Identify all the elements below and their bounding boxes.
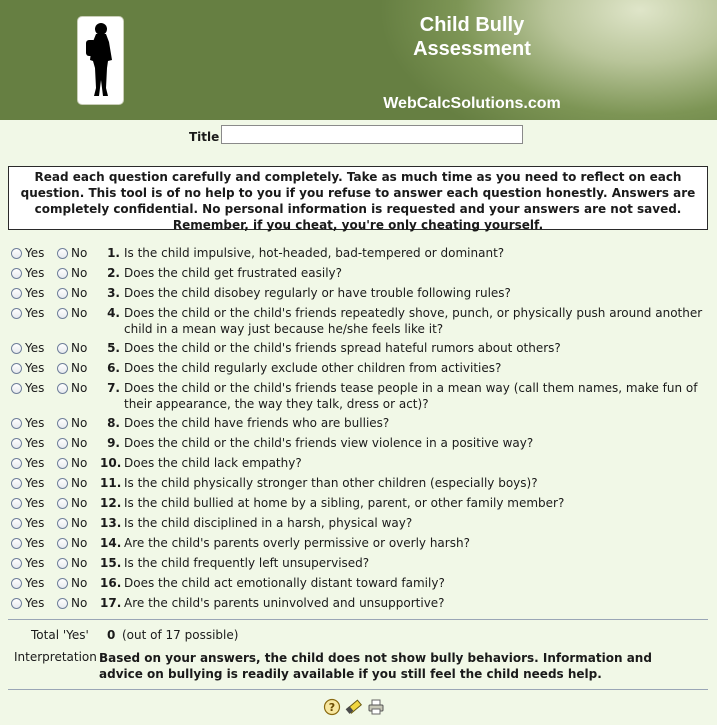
header-banner [0, 0, 717, 120]
no-label: No [71, 556, 88, 570]
question-text: Is the child physically stronger than other children (especially boys)? [124, 476, 538, 490]
yes-radio[interactable] [11, 418, 22, 429]
yes-radio[interactable] [11, 558, 22, 569]
yes-option[interactable] [11, 555, 44, 571]
yes-radio[interactable] [11, 248, 22, 259]
no-label: No [71, 381, 88, 395]
yes-label: Yes [25, 456, 45, 470]
toolbar [323, 698, 385, 716]
yes-radio[interactable] [11, 578, 22, 589]
yes-radio[interactable] [11, 458, 22, 469]
yes-radio[interactable] [11, 598, 22, 609]
yes-label: Yes [25, 596, 45, 610]
yes-option[interactable] [11, 435, 44, 451]
no-option[interactable] [57, 305, 87, 321]
no-radio[interactable] [57, 288, 68, 299]
question-text: Is the child impulsive, hot-headed, bad-tempered or dominant? [124, 246, 505, 260]
no-radio[interactable] [57, 458, 68, 469]
no-option[interactable] [57, 360, 87, 376]
no-radio[interactable] [57, 363, 68, 374]
yes-label: Yes [25, 246, 45, 260]
yes-option[interactable] [11, 455, 44, 471]
no-label: No [71, 361, 88, 375]
no-radio[interactable] [57, 343, 68, 354]
app-title-line1: Child Bully [419, 14, 525, 36]
yes-radio[interactable] [11, 383, 22, 394]
yes-label: Yes [25, 556, 45, 570]
question-number: 4. [107, 306, 120, 320]
question-number: 6. [107, 361, 120, 375]
yes-option[interactable] [11, 595, 44, 611]
question-text: Does the child have friends who are bullies? [124, 416, 390, 430]
yes-option[interactable] [11, 360, 44, 376]
question-number: 10. [100, 456, 122, 470]
no-option[interactable] [57, 555, 87, 571]
yes-option[interactable] [11, 285, 44, 301]
question-text: Does the child or the child's friends tease people in a mean way (call them names, make fun of their appearance, the way they talk, dress or act)? [124, 381, 698, 411]
no-option[interactable] [57, 475, 87, 491]
question-text: Does the child get frustrated easily? [124, 266, 343, 280]
divider [8, 689, 708, 690]
no-label: No [71, 246, 88, 260]
yes-radio[interactable] [11, 518, 22, 529]
no-radio[interactable] [57, 438, 68, 449]
yes-label: Yes [25, 416, 45, 430]
no-label: No [71, 476, 88, 490]
total-yes-label: Total 'Yes' [31, 628, 89, 642]
yes-option[interactable] [11, 415, 44, 431]
yes-radio[interactable] [11, 538, 22, 549]
yes-radio[interactable] [11, 308, 22, 319]
yes-option[interactable] [11, 340, 44, 356]
yes-option[interactable] [11, 305, 44, 321]
no-option[interactable] [57, 455, 87, 471]
yes-label: Yes [25, 266, 45, 280]
yes-radio[interactable] [11, 343, 22, 354]
yes-radio[interactable] [11, 438, 22, 449]
total-yes-note: (out of 17 possible) [122, 628, 239, 642]
no-label: No [71, 416, 88, 430]
question-text: Are the child's parents overly permissive or overly harsh? [124, 536, 470, 550]
no-label: No [71, 456, 88, 470]
no-radio[interactable] [57, 268, 68, 279]
yes-option[interactable] [11, 245, 44, 261]
question-number: 17. [100, 596, 122, 610]
question-number: 16. [100, 576, 122, 590]
divider [8, 619, 708, 620]
yes-label: Yes [25, 361, 45, 375]
interpretation-text: Based on your answers, the child does not show bully behaviors. Information and advice on bullying is readily available if you still feel the child needs help. [99, 651, 652, 681]
question-text: Is the child bullied at home by a sibling, parent, or other family member? [124, 496, 565, 510]
no-radio[interactable] [57, 578, 68, 589]
no-label: No [71, 286, 88, 300]
no-radio[interactable] [57, 538, 68, 549]
no-radio[interactable] [57, 518, 68, 529]
no-option[interactable] [57, 595, 87, 611]
question-number: 14. [100, 536, 122, 550]
no-option[interactable] [57, 265, 87, 281]
no-radio[interactable] [57, 308, 68, 319]
help-icon[interactable] [323, 698, 341, 716]
no-radio[interactable] [57, 418, 68, 429]
question-number: 15. [100, 556, 122, 570]
no-label: No [71, 516, 88, 530]
no-label: No [71, 306, 88, 320]
no-label: No [71, 536, 88, 550]
no-radio[interactable] [57, 598, 68, 609]
yes-radio[interactable] [11, 363, 22, 374]
logo [77, 16, 124, 105]
yes-radio[interactable] [11, 478, 22, 489]
no-label: No [71, 266, 88, 280]
yes-radio[interactable] [11, 498, 22, 509]
yes-label: Yes [25, 496, 45, 510]
yes-label: Yes [25, 436, 45, 450]
title-row [0, 124, 717, 150]
question-number: 9. [107, 436, 120, 450]
no-option[interactable] [57, 515, 87, 531]
question-text: Does the child lack empathy? [124, 456, 302, 470]
yes-option[interactable] [11, 515, 44, 531]
question-text: Are the child's parents uninvolved and unsupportive? [124, 596, 445, 610]
yes-option[interactable] [11, 495, 44, 511]
question-number: 1. [107, 246, 120, 260]
no-label: No [71, 596, 88, 610]
question-text: Is the child disciplined in a harsh, physical way? [124, 516, 413, 530]
question-text: Does the child or the child's friends spread hateful rumors about others? [124, 341, 561, 355]
question-text: Does the child regularly exclude other children from activities? [124, 361, 502, 375]
yes-option[interactable] [11, 535, 44, 551]
no-option[interactable] [57, 380, 87, 396]
yes-label: Yes [25, 576, 45, 590]
no-label: No [71, 496, 88, 510]
no-label: No [71, 576, 88, 590]
question-number: 12. [100, 496, 122, 510]
yes-label: Yes [25, 286, 45, 300]
instructions-box: Read each question carefully and completely. Take as much time as you need to reflect on each question. This tool is of no help to you if you refuse to answer each question honestly. Answers are completely confidential. No personal information is requested and your answers are not saved. Remember, if you cheat, you're only cheating yourself. [8, 166, 708, 230]
no-option[interactable] [57, 415, 87, 431]
yes-option[interactable] [11, 575, 44, 591]
question-number: 5. [107, 341, 120, 355]
svg-text:?: ? [328, 701, 336, 714]
eraser-icon[interactable] [345, 698, 363, 716]
question-text: Does the child or the child's friends view violence in a positive way? [124, 436, 534, 450]
question-text: Does the child act emotionally distant toward family? [124, 576, 445, 590]
title-label: Title [189, 130, 220, 144]
yes-label: Yes [25, 536, 45, 550]
no-radio[interactable] [57, 558, 68, 569]
no-radio[interactable] [57, 498, 68, 509]
yes-label: Yes [25, 381, 45, 395]
yes-option[interactable] [11, 380, 44, 396]
no-radio[interactable] [57, 383, 68, 394]
question-number: 8. [107, 416, 120, 430]
no-label: No [71, 436, 88, 450]
question-text: Does the child or the child's friends repeatedly shove, punch, or physically push around another child in a mean way just because he/she feels like it? [124, 306, 703, 336]
no-option[interactable] [57, 245, 87, 261]
question-number: 2. [107, 266, 120, 280]
yes-radio[interactable] [11, 268, 22, 279]
yes-label: Yes [25, 341, 45, 355]
no-radio[interactable] [57, 478, 68, 489]
question-text: Is the child frequently left unsupervised? [124, 556, 370, 570]
no-option[interactable] [57, 535, 87, 551]
question-text: Does the child disobey regularly or have trouble following rules? [124, 286, 511, 300]
question-number: 11. [100, 476, 122, 490]
no-option[interactable] [57, 575, 87, 591]
question-number: 3. [107, 286, 120, 300]
yes-radio[interactable] [11, 288, 22, 299]
yes-label: Yes [25, 476, 45, 490]
no-label: No [71, 341, 88, 355]
yes-option[interactable] [11, 265, 44, 281]
question-number: 13. [100, 516, 122, 530]
site-name[interactable]: WebCalcSolutions.com [383, 95, 561, 112]
yes-label: Yes [25, 516, 45, 530]
no-option[interactable] [57, 285, 87, 301]
no-option[interactable] [57, 495, 87, 511]
total-yes-value: 0 [107, 628, 116, 642]
no-option[interactable] [57, 340, 87, 356]
child-silhouette-icon [82, 20, 119, 100]
app-title-line2: Assessment [413, 38, 531, 60]
no-radio[interactable] [57, 248, 68, 259]
interpretation-label: Interpretation [14, 650, 97, 664]
no-option[interactable] [57, 435, 87, 451]
question-number: 7. [107, 381, 120, 395]
yes-option[interactable] [11, 475, 44, 491]
yes-label: Yes [25, 306, 45, 320]
title-input[interactable] [221, 125, 523, 144]
print-icon[interactable] [367, 698, 385, 716]
